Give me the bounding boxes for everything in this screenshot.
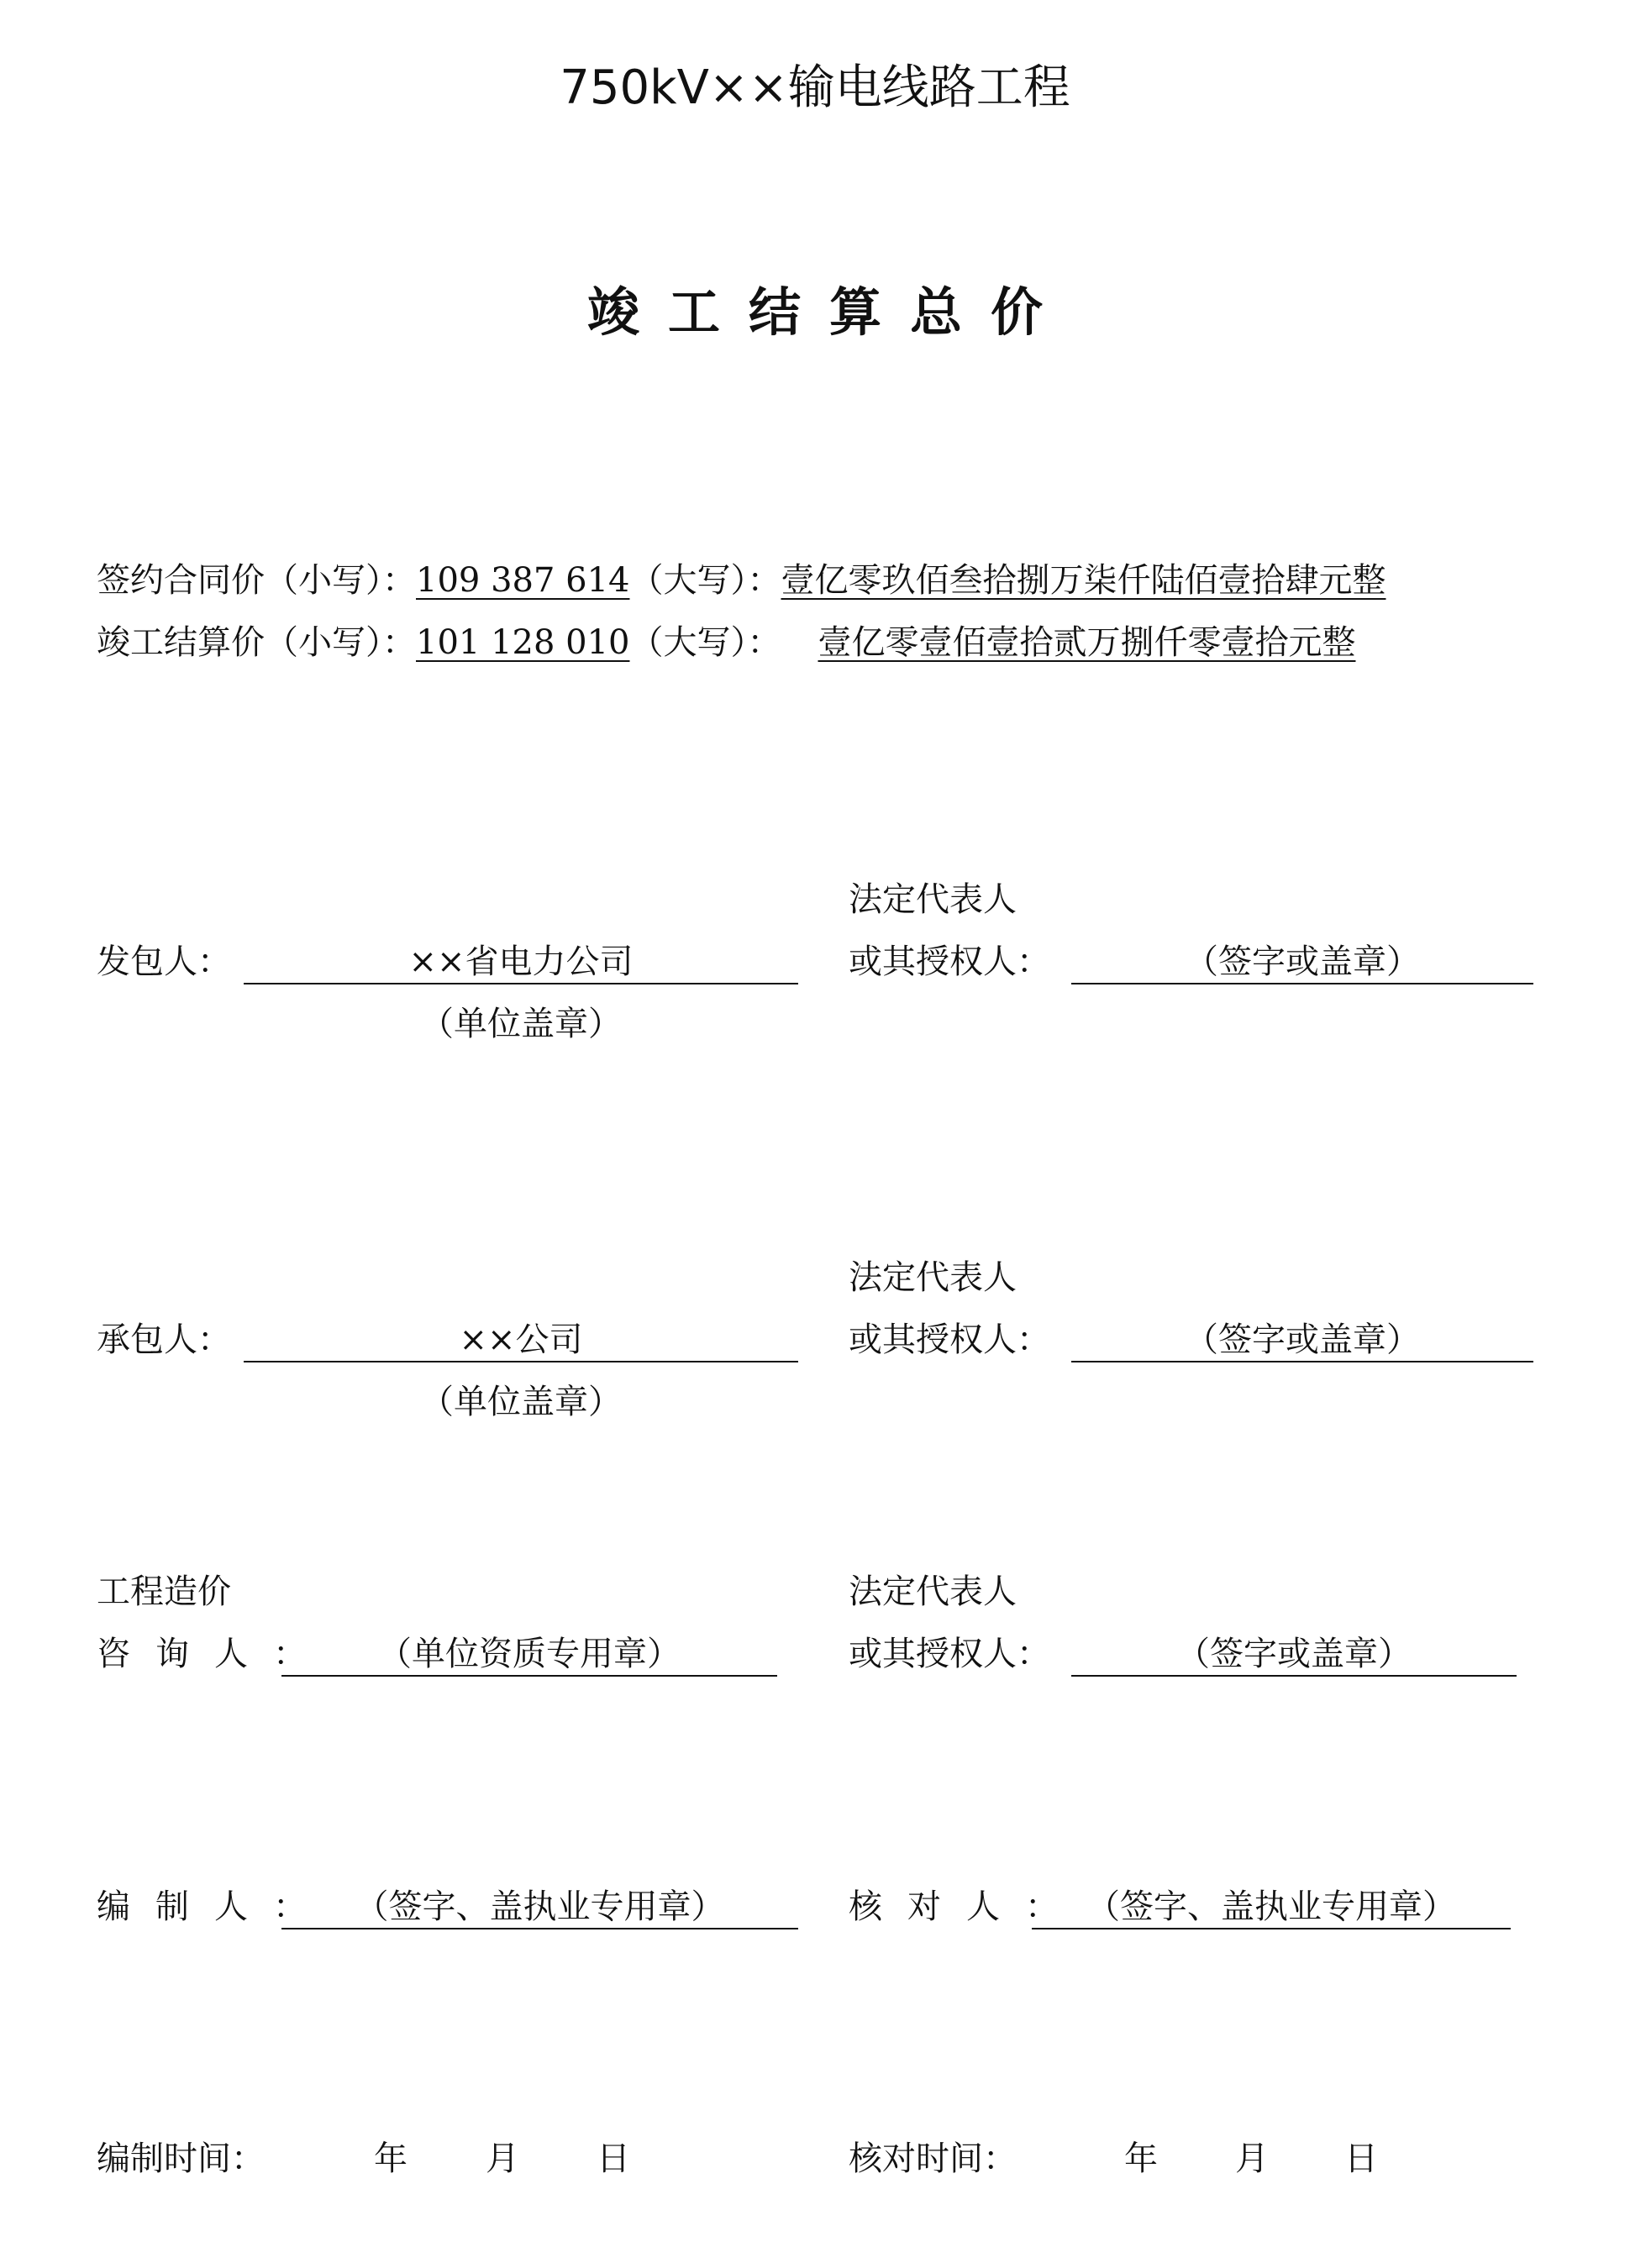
check-date-year: 年 xyxy=(1124,2139,1158,2178)
contractor-value: ××公司 xyxy=(244,1319,798,1362)
contract-price-line xyxy=(97,559,1386,601)
contract-price-big-label: （大写）： xyxy=(629,561,781,600)
contract-price-small: 109 387 614 xyxy=(416,561,630,600)
checker-value: （签字、盖执业专用章） xyxy=(1032,1886,1511,1929)
compile-date-month: 月 xyxy=(486,2139,519,2178)
check-date-day: 日 xyxy=(1344,2139,1378,2178)
contractor-rep-label-2: 或其授权人： xyxy=(849,1320,1050,1359)
compiler-value: （签字、盖执业专用章） xyxy=(281,1886,798,1929)
compile-date-year: 年 xyxy=(374,2139,408,2178)
checker-label: 核对人： xyxy=(849,1887,1084,1926)
employer-seal-note: （单位盖章） xyxy=(420,1005,622,1043)
check-date-month: 月 xyxy=(1235,2139,1269,2178)
document-title: 竣工结算总价 xyxy=(586,281,1071,343)
compile-date-label: 编制时间： xyxy=(97,2139,265,2178)
project-title: 750kV××输电线路工程 xyxy=(560,60,1070,115)
contract-price-label: 签约合同价（小写）： xyxy=(97,561,416,600)
check-date-label: 核对时间： xyxy=(849,2139,1017,2178)
consultant-label-1: 工程造价 xyxy=(97,1572,231,1611)
employer-rep-label-1: 法定代表人 xyxy=(849,880,1017,919)
contractor-label: 承包人： xyxy=(97,1320,231,1359)
consultant-rep-label-1: 法定代表人 xyxy=(849,1572,1017,1611)
consultant-rep-label-2: 或其授权人： xyxy=(849,1635,1050,1673)
settlement-price-small: 101 128 010 xyxy=(416,623,630,662)
settlement-price-label: 竣工结算价（小写）： xyxy=(97,623,416,662)
compiler-label: 编制人： xyxy=(97,1887,332,1926)
employer-rep-label-2: 或其授权人： xyxy=(849,942,1050,981)
contractor-rep-value: （签字或盖章） xyxy=(1071,1319,1533,1362)
consultant-label-2: 咨询人： xyxy=(97,1635,332,1673)
employer-label: 发包人： xyxy=(97,942,231,981)
settlement-price-line xyxy=(97,622,1392,664)
contract-price-big: 壹亿零玖佰叁拾捌万柒仟陆佰壹拾肆元整 xyxy=(781,561,1386,600)
consultant-rep-value: （签字或盖章） xyxy=(1071,1633,1517,1677)
compile-date-day: 日 xyxy=(597,2139,630,2178)
contractor-rep-label-1: 法定代表人 xyxy=(849,1258,1017,1297)
employer-value: ××省电力公司 xyxy=(244,941,798,984)
contractor-seal-note: （单位盖章） xyxy=(420,1383,622,1421)
employer-rep-value: （签字或盖章） xyxy=(1071,941,1533,984)
settlement-price-big: 壹亿零壹佰壹拾贰万捌仟零壹拾元整 xyxy=(818,623,1356,662)
consultant-value: （单位资质专用章） xyxy=(281,1633,777,1677)
settlement-price-big-label: （大写）： xyxy=(629,623,781,662)
